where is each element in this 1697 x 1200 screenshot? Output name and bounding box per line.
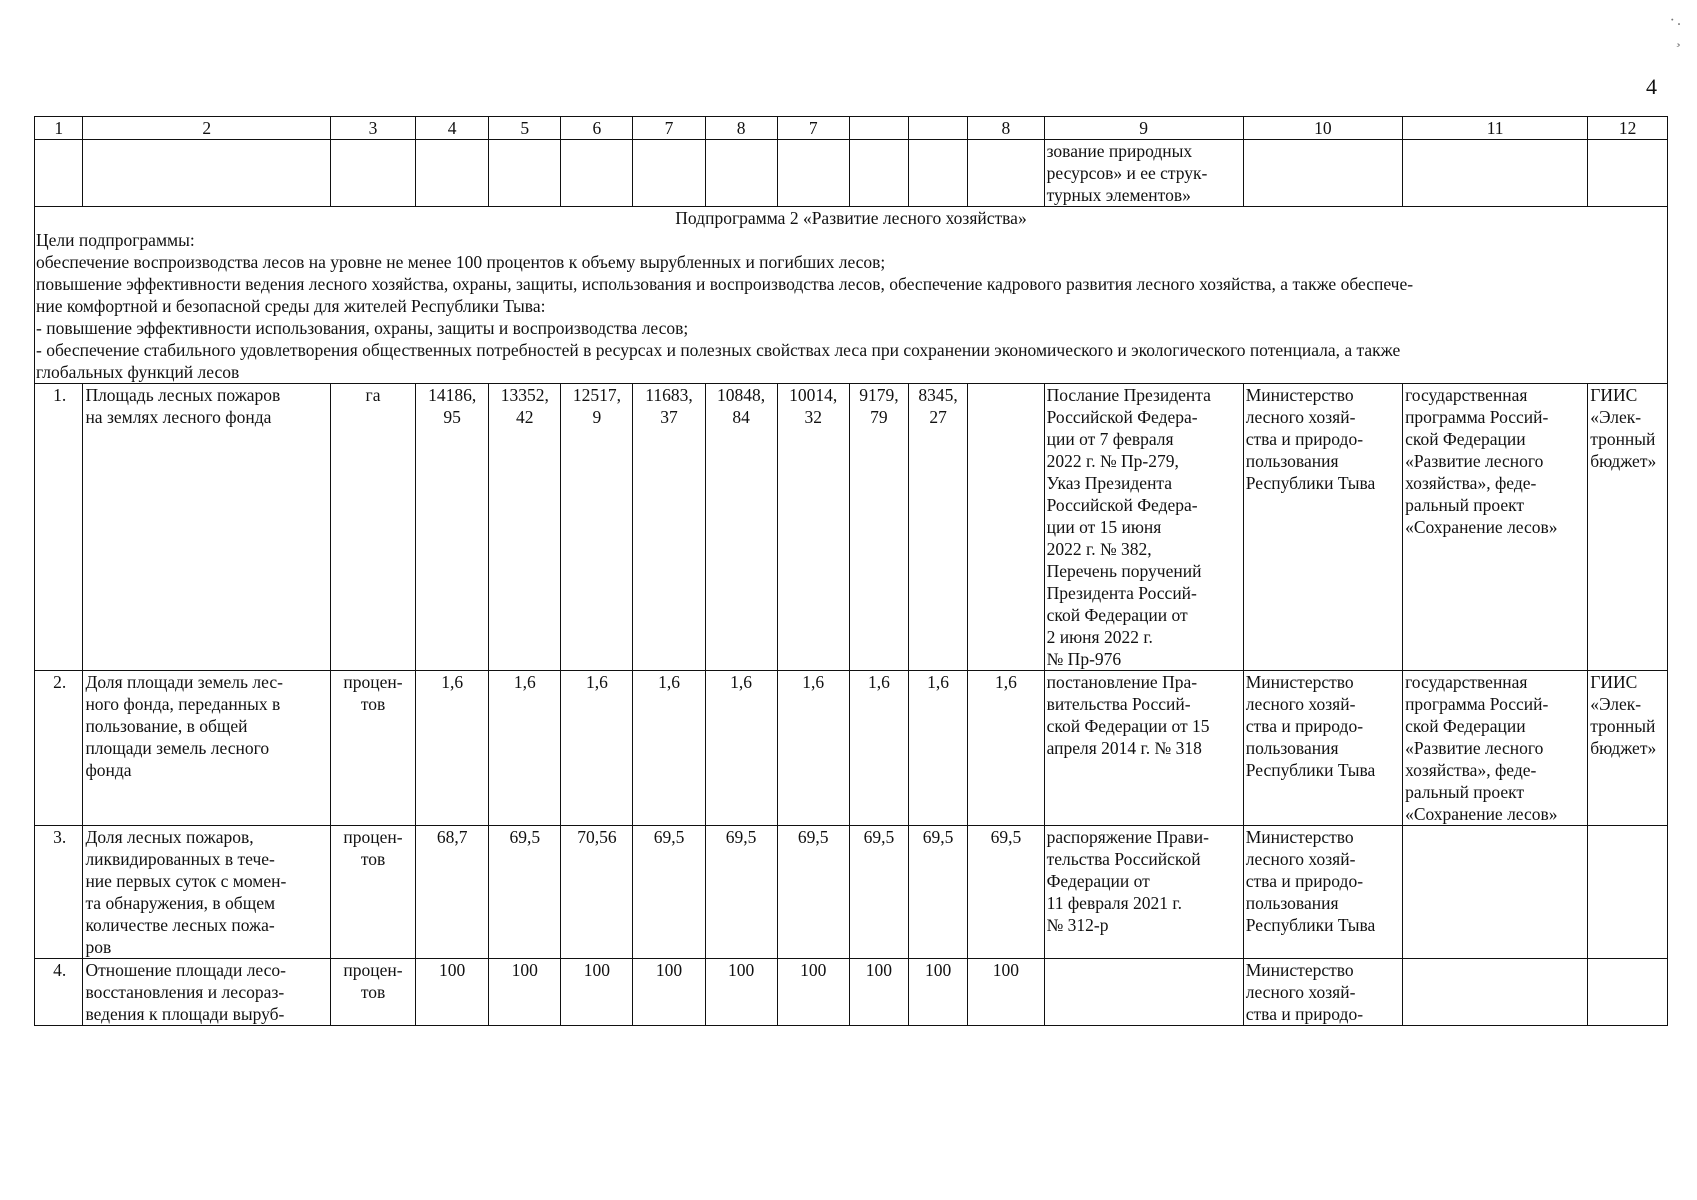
goal-line: повышение эффективности ведения лесного хозяйства, охраны, защиты, использования и воспроизводства лесов, обеспечение кадрового развития лесного хозяйства, а также обеспече- [36,274,1414,294]
text-line: 1,6 [994,672,1017,692]
text-line: 14186, [428,385,477,405]
text-line: процен- [343,960,403,980]
text-line: тов [360,849,386,869]
text-line: программа Россий- [1405,407,1549,427]
empty-cell [416,140,489,207]
text-line: пользование, в общей [85,716,248,736]
indicator-name [83,959,331,1026]
text-line: фонда [85,760,132,780]
text-line: лесного хозяй- [1245,982,1356,1002]
value-cell [777,671,849,826]
text-line: хозяйства», феде- [1405,760,1537,780]
indicator-name [83,384,331,671]
value-cell [908,384,967,671]
value-cell [561,384,633,671]
text-line: 2022 г. № 382, [1046,539,1152,559]
text-line: бюджет» [1590,738,1657,758]
text-line: 100 [800,960,827,980]
column-number-cell: 7 [633,117,705,140]
text-line: 69,5 [863,827,895,847]
text-line: Республики Тыва [1245,473,1376,493]
continuation-row [35,140,1668,207]
text-line: ральный проект [1405,782,1525,802]
text-line: Указ Президента [1046,473,1173,493]
text-line: пользования [1245,738,1339,758]
value-cell [777,826,849,959]
value-cell [561,671,633,826]
value-cell [705,384,777,671]
value-cell [416,671,489,826]
text-line: ства и природо- [1245,1004,1364,1024]
column-number-cell: 10 [1243,117,1402,140]
basis-cell [1044,826,1243,959]
text-line: ской Федерации от 15 [1046,716,1210,736]
goal-line: - обеспечение стабильного удовлетворения общественных потребностей в ресурсах и полезных свойствах леса при сохранении экономического и экологического потенциала, а также [36,340,1401,360]
text-line: «Развитие лесного [1405,738,1544,758]
text-line: 11683, [645,385,693,405]
value-cell [489,384,561,671]
program-cell [1403,671,1588,826]
text-line: 100 [511,960,538,980]
unit-cell [331,384,416,671]
text-line: 100 [655,960,683,980]
text-line: Доля лесных пожаров, [85,827,254,847]
value-cell [705,826,777,959]
text-line: 69,5 [653,827,685,847]
text-line: 9 [592,407,602,427]
text-line: Российской Федера- [1046,495,1198,515]
empty-cell [83,140,331,207]
system-cell [1588,959,1668,1026]
program-cell [1403,384,1588,671]
text-line: Перечень поручений [1046,561,1202,581]
text-line: 27 [929,407,947,427]
text-line: 12517, [572,385,621,405]
value-cell [633,959,705,1026]
text-line: 95 [443,407,461,427]
text-line: ства и природо- [1245,716,1364,736]
indicators-table [34,116,1668,1026]
subprogram-goals-row [35,229,1668,384]
empty-cell [908,140,967,207]
value-cell [416,826,489,959]
empty-cell [968,140,1044,207]
text-line: 37 [660,407,678,427]
text-line: государственная [1405,385,1528,405]
text-line: 68,7 [436,827,468,847]
value-cell [849,384,908,671]
text-line: тельства Российской [1046,849,1201,869]
text-line: 100 [865,960,892,980]
empty-cell [1243,140,1402,207]
responsible-cell [1243,826,1402,959]
text-line: Отношение площади лесо- [85,960,286,980]
text-line: турных элементов» [1046,185,1191,205]
value-cell [849,671,908,826]
text-line: тов [360,982,386,1002]
text-line: Министерство [1245,672,1354,692]
unit-cell [331,959,416,1026]
text-line: 100 [924,960,952,980]
value-cell [633,826,705,959]
text-line: пользования [1245,451,1339,471]
value-cell [777,959,849,1026]
text-line: 100 [583,960,611,980]
column-number-cell: 5 [489,117,561,140]
text-line: распоряжение Прави- [1046,827,1209,847]
column-number-cell: 7 [777,117,849,140]
scan-artifact: ·. ¸ [1669,12,1683,47]
text-line: 10848, [717,385,766,405]
text-line: Республики Тыва [1245,760,1376,780]
text-line: 70,56 [577,827,617,847]
text-line: Президента Россий- [1046,583,1197,603]
text-line: процен- [343,672,403,692]
indicator-name [83,671,331,826]
text-line: ции от 7 февраля [1046,429,1174,449]
text-line: 1,6 [658,672,680,692]
text-line: Послание Президента [1046,385,1211,405]
text-line: № 312-р [1046,915,1109,935]
text-line: Министерство [1245,385,1354,405]
value-cell [908,959,967,1026]
value-cell [849,959,908,1026]
text-line: ства и природо- [1245,429,1364,449]
text-line: 42 [516,407,534,427]
text-line: ров [85,937,112,957]
text-line: лесного хозяй- [1245,849,1356,869]
value-cell [633,384,705,671]
column-number-cell: 2 [83,117,331,140]
empty-cell [849,140,908,207]
column-number-cell: 3 [331,117,416,140]
text-line: 69,5 [509,827,541,847]
subprogram-title: Подпрограмма 2 «Развитие лесного хозяйства» [35,207,1668,230]
basis-cell [1044,671,1243,826]
indicator-name [83,826,331,959]
text-line: 100 [439,960,466,980]
text-line: 69,5 [725,827,757,847]
text-line: на землях лесного фонда [85,407,272,427]
text-line: зование природных [1046,141,1193,161]
text-line: ской Федерации от [1046,605,1188,625]
row-number: 4. [35,959,83,1026]
page-number: 4 [1646,74,1657,99]
responsible-cell [1243,384,1402,671]
text-line: постановление Пра- [1046,672,1198,692]
text-line: ликвидированных в тече- [85,849,275,869]
column-number-cell: 12 [1588,117,1668,140]
text-line: «Развитие лесного [1405,451,1544,471]
system-cell [1588,671,1668,826]
text-line: Федерации от [1046,871,1150,891]
column-number-cell: 1 [35,117,83,140]
unit-cell [331,671,416,826]
empty-cell [1588,140,1668,207]
value-cell [705,671,777,826]
text-line: ГИИС [1590,672,1638,692]
indicator-row [35,959,1668,1026]
program-cell [1403,959,1588,1026]
text-line: Доля площади земель лес- [85,672,283,692]
column-number-cell: 9 [1044,117,1243,140]
indicator-row [35,826,1668,959]
text-line: государственная [1405,672,1528,692]
text-line: пользования [1245,893,1339,913]
text-line: 84 [732,407,750,427]
text-line: тов [360,694,386,714]
value-cell [561,826,633,959]
text-line: 1,6 [867,672,890,692]
text-line: процен- [343,827,403,847]
value-cell [968,826,1044,959]
text-line: Министерство [1245,827,1354,847]
text-line: 100 [992,960,1020,980]
text-line: Министерство [1245,960,1354,980]
empty-cell [633,140,705,207]
column-number-cell: 11 [1403,117,1588,140]
value-cell [416,959,489,1026]
text-line: та обнаружения, в общем [85,893,276,913]
text-line: тронный [1590,429,1656,449]
text-line: ции от 15 июня [1046,517,1162,537]
text-line: программа Россий- [1405,694,1549,714]
empty-cell [1403,140,1588,207]
unit-cell [331,826,416,959]
indicator-row [35,671,1668,826]
value-cell [633,671,705,826]
text-line: 32 [804,407,822,427]
row-number: 2. [35,671,83,826]
text-line: Республики Тыва [1245,915,1376,935]
column-number-cell: 4 [416,117,489,140]
subprogram-title-row [35,207,1668,230]
text-line: № Пр-976 [1046,649,1122,669]
text-line: 100 [727,960,755,980]
responsible-cell [1243,671,1402,826]
empty-cell [489,140,561,207]
empty-cell [777,140,849,207]
text-line: ской Федерации [1405,429,1526,449]
value-cell [489,671,561,826]
text-line: «Сохранение лесов» [1405,517,1558,537]
text-line: восстановления и лесораз- [85,982,285,1002]
goal-line: обеспечение воспроизводства лесов на уровне не менее 100 процентов к объему вырубленных и погибших лесов; [36,252,886,272]
text-line: 79 [870,407,888,427]
text-line: хозяйства», феде- [1405,473,1537,493]
value-cell [908,671,967,826]
text-line: 1,6 [513,672,536,692]
text-line: бюджет» [1590,451,1657,471]
goal-line: ние комфортной и безопасной среды для жителей Республики Тыва: [36,296,546,316]
value-cell [489,826,561,959]
text-line: 11 февраля 2021 г. [1046,893,1182,913]
text-line: ральный проект [1405,495,1525,515]
row-number: 1. [35,384,83,671]
text-line: ного фонда, переданных в [85,694,281,714]
column-number-cell: 6 [561,117,633,140]
goal-line: глобальных функций лесов [36,362,240,382]
column-number-cell [849,117,908,140]
indicator-row [35,384,1668,671]
text-line: лесного хозяй- [1245,407,1356,427]
text-line: Площадь лесных пожаров [85,385,281,405]
text-line: тронный [1590,716,1656,736]
text-line: ние первых суток с момен- [85,871,287,891]
empty-cell [331,140,416,207]
column-number-cell: 8 [968,117,1044,140]
row-number: 3. [35,826,83,959]
subprogram-goals [35,229,1668,384]
text-line: 2 июня 2022 г. [1046,627,1153,647]
text-line: количестве лесных пожа- [85,915,275,935]
column-number-cell: 8 [705,117,777,140]
goal-line: - повышение эффективности использования, охраны, защиты и воспроизводства лесов; [36,318,689,338]
empty-cell [705,140,777,207]
value-cell [968,384,1044,671]
text-line: 1,6 [802,672,825,692]
text-line: 1,6 [730,672,753,692]
text-line: га [365,385,381,405]
basis-cell [1044,959,1243,1026]
text-line: 8345, [918,385,958,405]
program-cell [1403,826,1588,959]
goals-heading: Цели подпрограммы: [36,230,195,250]
text-line: 13352, [500,385,549,405]
text-line: ведения к площади выруб- [85,1004,285,1024]
text-line: 69,5 [797,827,829,847]
text-line: 10014, [789,385,838,405]
value-cell [561,959,633,1026]
text-line: апреля 2014 г. № 318 [1046,738,1202,758]
text-line: Российской Федера- [1046,407,1198,427]
column-number-row [35,117,1668,140]
text-line: 1,6 [585,672,608,692]
system-cell [1588,826,1668,959]
text-line: ресурсов» и ее струк- [1046,163,1208,183]
text-line: «Сохранение лесов» [1405,804,1558,824]
value-cell [968,959,1044,1026]
text-line: 1,6 [441,672,464,692]
value-cell [849,826,908,959]
responsible-cell [1243,959,1402,1026]
basis-cell [1044,384,1243,671]
value-cell [416,384,489,671]
value-cell [777,384,849,671]
text-line: 1,6 [927,672,950,692]
text-line: 69,5 [922,827,954,847]
text-line: ства и природо- [1245,871,1364,891]
value-cell [908,826,967,959]
value-cell [705,959,777,1026]
system-cell [1588,384,1668,671]
text-line: ГИИС [1590,385,1638,405]
text-line: 9179, [859,385,899,405]
column-number-cell [908,117,967,140]
continuation-basis-cell [1044,140,1243,207]
text-line: «Элек- [1590,694,1642,714]
empty-cell [35,140,83,207]
text-line: 69,5 [990,827,1022,847]
text-line: ской Федерации [1405,716,1526,736]
value-cell [968,671,1044,826]
value-cell [489,959,561,1026]
text-line: «Элек- [1590,407,1642,427]
text-line: площади земель лесного [85,738,270,758]
text-line: лесного хозяй- [1245,694,1356,714]
text-line: 2022 г. № Пр-279, [1046,451,1179,471]
empty-cell [561,140,633,207]
text-line: вительства Россий- [1046,694,1191,714]
